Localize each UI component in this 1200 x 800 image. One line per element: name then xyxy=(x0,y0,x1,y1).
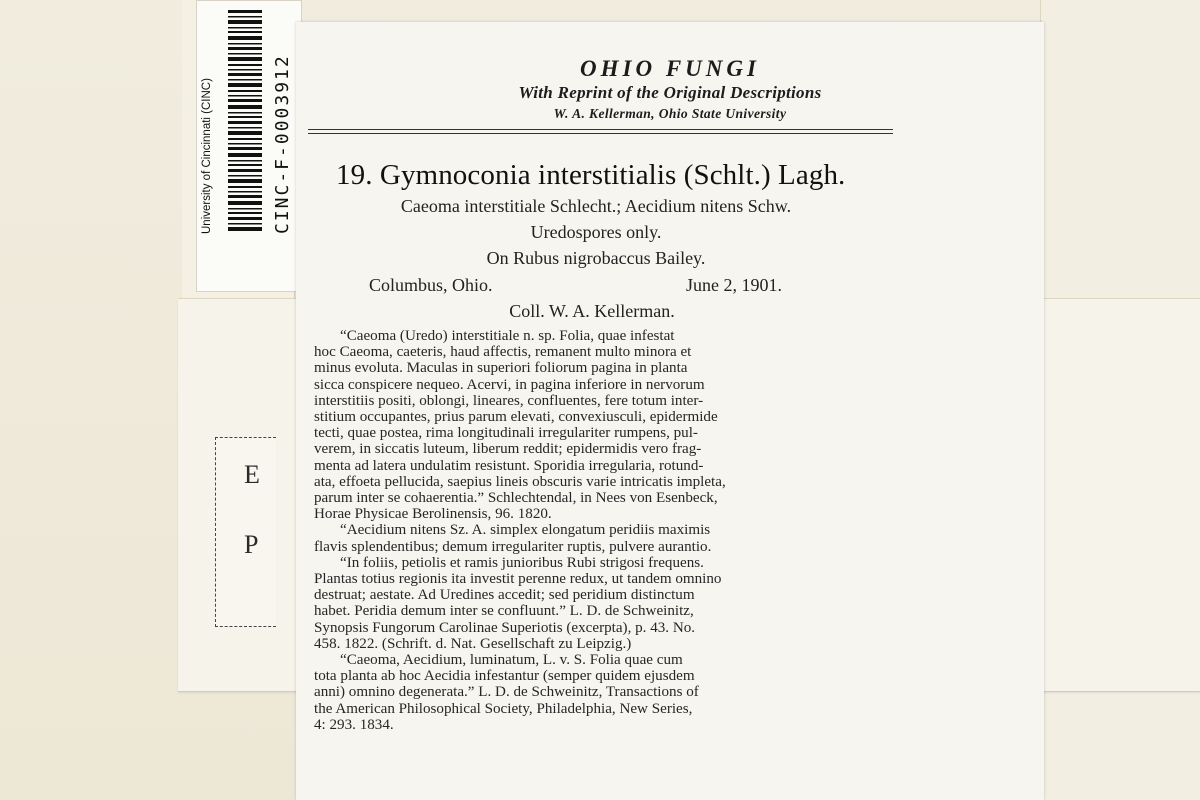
description-line: verem, in siccatis luteum, liberum reddit; epidermidis vero frag- xyxy=(314,441,702,458)
series-title: OHIO FUNGI xyxy=(580,56,760,81)
description-line: stitium occupantes, prius parum elevati, convexiusculi, epidermide xyxy=(314,409,718,426)
description-line: ata, effoeta pellucida, saepius lineis obscuris varie intricatis impleta, xyxy=(314,473,726,490)
description-line: Horae Physicae Berolinensis, 96. 1820. xyxy=(314,506,552,523)
description-line: “In foliis, petiolis et ramis junioribus Rubi strigosi frequens. xyxy=(340,554,704,571)
description-line: sicca conspicere nequeo. Acervi, in pagina inferiore in nervorum xyxy=(314,376,705,393)
description-line: 4: 293. 1834. xyxy=(314,716,394,733)
locality: Columbus, Ohio. xyxy=(369,275,493,295)
description-line: the American Philosophical Society, Philadelphia, New Series, xyxy=(314,700,693,717)
description-line: parum inter se cohaerentia.” Schlechtendal, in Nees von Esenbeck, xyxy=(314,490,718,507)
spore-note: Uredospores only. xyxy=(530,222,662,242)
header-rule xyxy=(308,129,893,130)
description-line: anni) omnino degenerata.” L. D. de Schweinitz, Transactions of xyxy=(314,684,699,701)
barcode xyxy=(228,8,262,234)
collection-date: June 2, 1901. xyxy=(686,275,782,295)
species-title: 19. Gymnoconia interstitialis (Schlt.) Lagh. xyxy=(336,159,846,191)
partial-label-letter-2: P xyxy=(244,530,259,559)
description-line: habet. Peridia demum inter se confluunt.” L. D. de Schweinitz, xyxy=(314,603,694,620)
partial-label xyxy=(215,437,276,627)
description-line: destruat; aestate. Ad Uredines accedit; sed peridium distinctum xyxy=(314,587,695,604)
series-subtitle: With Reprint of the Original Descriptions xyxy=(518,83,822,102)
description-line: tota planta ab hoc Aecidia infestantur (semper quidem ejusdem xyxy=(314,668,695,685)
host: On Rubus nigrobaccus Bailey. xyxy=(486,248,706,268)
description-line: flavis splendentibus; demum irregulariter ruptis, pulvere aurantio. xyxy=(314,538,712,555)
description-line: “Caeoma, Aecidium, luminatum, L. v. S. Folia quae cum xyxy=(340,652,683,669)
description-line: Synopsis Fungorum Carolinae Superiotis (excerpta), p. 43. No. xyxy=(314,619,696,636)
description-line: “Caeoma (Uredo) interstitiale n. sp. Folia, quae infestat xyxy=(340,328,675,344)
description-line: hoc Caeoma, caeteris, haud affectis, remanent multo minora et xyxy=(314,344,692,361)
barcode-catalog-number: CINC-F-0003912 xyxy=(272,54,293,234)
synonyms: Caeoma interstitiale Schlecht.; Aecidium nitens Schw. xyxy=(400,196,792,216)
description-line: “Aecidium nitens Sz. A. simplex elongatum peridiis maximis xyxy=(340,522,711,539)
description-line: tecti, quae postea, rima longitudinali irregulariter rumpens, pul- xyxy=(314,425,698,442)
collector: Coll. W. A. Kellerman. xyxy=(509,301,675,321)
description-line: interstitiis positi, oblongi, lineares, confluentes, fere totum inter- xyxy=(314,392,704,409)
description-line: Plantas totius regionis ita investit perenne redux, ut tandem omnino xyxy=(314,571,722,588)
barcode-institution: University of Cincinnati (CINC) xyxy=(201,78,213,234)
description-line: minus evoluta. Maculas in superiori foliorum pagina in planta xyxy=(314,360,688,377)
description-line: menta ad latera undulatim resistunt. Sporidia irregularia, rotund- xyxy=(314,457,704,474)
header-rule-thin xyxy=(308,133,893,134)
partial-label-letter-1: E xyxy=(244,460,260,489)
description-line: 458. 1822. (Schrift. d. Nat. Gesellschaft zu Leipzig.) xyxy=(314,635,632,652)
original-description xyxy=(314,328,904,733)
series-author: W. A. Kellerman, Ohio State University xyxy=(553,106,787,121)
specimen-label xyxy=(296,22,1044,800)
